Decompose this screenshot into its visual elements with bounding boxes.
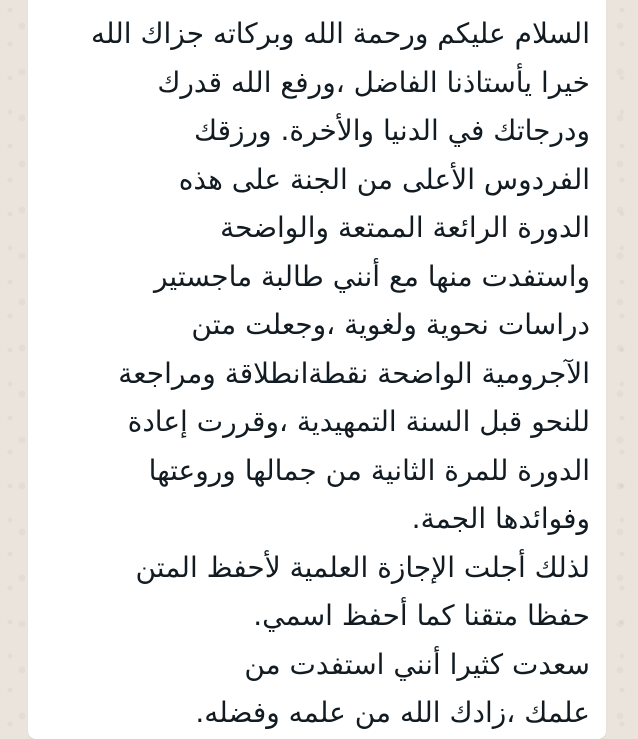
message-line-9: للنحو قبل السنة التمهيدية ،وقررت إعادة (127, 405, 590, 438)
message-line-7: دراسات نحوية ولغوية ،وجعلت متن (191, 308, 590, 341)
message-line-10: الدورة للمرة الثانية من جمالها وروعتها (148, 453, 590, 487)
message-line-14: سعدت كثيرا أنني استفدت من (244, 647, 590, 681)
message-line-12: لذلك أجلت الإجازة العلمية لأحفظ المتن (135, 550, 590, 584)
message-line-13: حفظا متقنا كما أحفظ اسمي. (253, 599, 590, 632)
message-line-5: الدورة الرائعة الممتعة والواضحة (220, 211, 590, 244)
message-line-11: وفوائدها الجمة. (411, 502, 590, 535)
message-line-15: علمك ،زادك الله من علمه وفضله. (195, 696, 590, 729)
message-line-1: السلام عليكم ورحمة الله وبركاته جزاك الله (90, 17, 590, 50)
message-line-3: ودرجاتك في الدنيا والأخرة. ورزقك (194, 114, 590, 147)
message-text (42, 10, 590, 738)
message-line-8: الآجرومية الواضحة نقطةانطلاقة ومراجعة (118, 356, 590, 390)
message-line-4: الفردوس الأعلى من الجنة على هذه (178, 162, 590, 196)
message-line-2: خيرا يأستاذنا الفاضل ،ورفع الله قدرك (157, 65, 590, 99)
message-line-6: واستفدت منها مع أنني طالبة ماجستير (153, 259, 590, 293)
message-bubble[interactable] (28, 0, 606, 739)
